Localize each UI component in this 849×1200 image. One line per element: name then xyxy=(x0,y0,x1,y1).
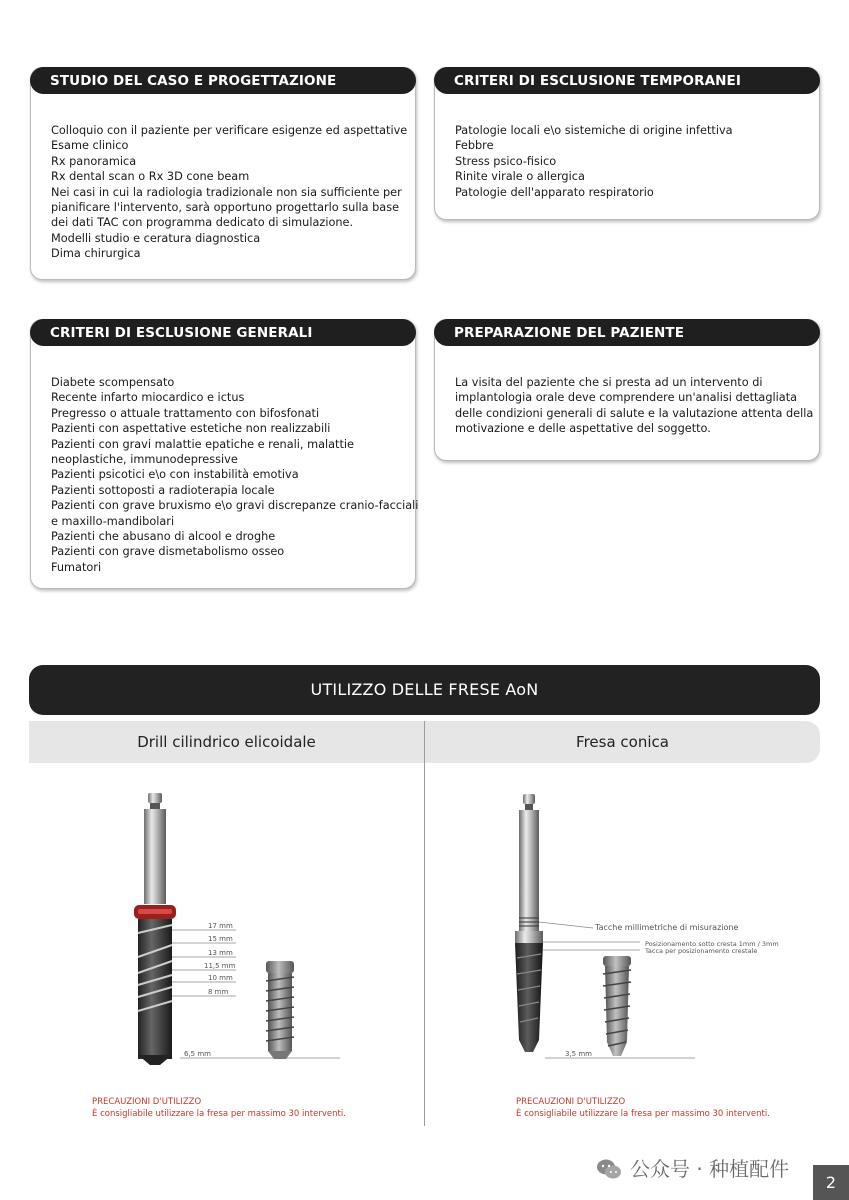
list-item: Pazienti che abusano di alcool e droghe xyxy=(51,530,276,544)
list-item: Dima chirurgica xyxy=(51,247,141,261)
list-item: Febbre xyxy=(455,139,494,153)
card-criteri-temporanei xyxy=(434,67,820,220)
drill-shank-tip xyxy=(523,794,535,804)
drill-shank xyxy=(519,810,539,915)
list-item: Patologie locali e\o sistemiche di origine infettiva xyxy=(455,124,733,137)
list-item: Pregresso o attuale trattamento con bifosfonati xyxy=(51,406,320,420)
drill-marks-band xyxy=(519,915,539,931)
precautions-left xyxy=(92,1096,346,1120)
depth-mark-17: 17 mm xyxy=(208,922,233,930)
card-body xyxy=(51,375,419,575)
depth-mark-13: 13 mm xyxy=(208,949,233,957)
list-item: Rx panoramica xyxy=(51,154,137,168)
list-item: Pazienti con grave bruxismo e\o gravi discrepanze cranio-facciali xyxy=(51,499,419,513)
callout-label-3: Tacca per posizionamento crestale xyxy=(645,947,758,955)
list-item: Fumatori xyxy=(51,560,102,574)
list-item: pianificare l'intervento, sarà opportuno progettarlo sulla base xyxy=(51,201,400,215)
card-header xyxy=(30,319,416,346)
card-header xyxy=(434,319,820,346)
list-item: Pazienti con gravi malattie epatiche e renali, malattie xyxy=(51,437,355,451)
diameter-label: 6,5 mm xyxy=(184,1050,211,1058)
right-column-title: Fresa conica xyxy=(576,733,669,751)
list-item: Rinite virale o allergica xyxy=(455,170,585,184)
list-item: Rx dental scan o Rx 3D cone beam xyxy=(51,170,250,184)
list-item: e maxillo-mandibolari xyxy=(51,514,175,528)
precautions-text: È consigliabile utilizzare la fresa per massimo 30 interventi. xyxy=(516,1109,770,1119)
card-body xyxy=(455,123,805,200)
paragraph-line: implantologia orale deve comprendere un'analisi dettagliata xyxy=(455,391,798,405)
card-header xyxy=(434,67,820,94)
drill-red-ring-highlight xyxy=(138,909,172,914)
precautions-text: È consigliabile utilizzare la fresa per massimo 30 interventi. xyxy=(92,1109,346,1119)
callout-label-2: Posizionamento sotto cresta 1mm / 3mm xyxy=(645,940,779,948)
card-studio-del-caso xyxy=(30,67,416,280)
left-column-title: Drill cilindrico elicoidale xyxy=(137,733,316,751)
depth-mark-15: 15 mm xyxy=(208,935,233,943)
drill-collar xyxy=(515,931,543,943)
precautions-right xyxy=(516,1096,770,1120)
drill-shank-notch xyxy=(150,803,160,809)
section-header xyxy=(29,665,820,715)
precautions-title: PRECAUZIONI D'UTILIZZO xyxy=(92,1097,202,1107)
paragraph-line: La visita del paziente che si presta ad un intervento di xyxy=(455,376,763,389)
list-item: Pazienti con grave dismetabolismo osseo xyxy=(51,545,285,559)
callout-label-1: Tacche millimetriche di misurazione xyxy=(595,923,739,932)
list-item: Colloquio con il paziente per verificare esigenze ed aspettative xyxy=(51,124,408,137)
list-item: Pazienti psicotici e\o con instabilità emotiva xyxy=(51,468,299,482)
list-item: Esame clinico xyxy=(51,139,129,153)
card-title: PREPARAZIONE DEL PAZIENTE xyxy=(454,325,685,341)
list-item: Stress psico-fisico xyxy=(455,154,557,168)
drill-shank xyxy=(144,809,166,904)
card-title: CRITERI DI ESCLUSIONE GENERALI xyxy=(50,325,313,341)
list-item: Nei casi in cui la radiologia tradizionale non sia sufficiente per xyxy=(51,185,402,199)
callout-line-1 xyxy=(539,922,593,928)
drill-tip xyxy=(138,1055,172,1065)
card-header xyxy=(30,67,416,94)
card-body xyxy=(455,375,814,437)
page-number: 2 xyxy=(813,1165,849,1200)
wechat-icon xyxy=(596,1158,622,1180)
depth-mark-10: 10 mm xyxy=(208,974,233,982)
drill-shank-notch xyxy=(525,804,533,810)
drill-shank-tip xyxy=(148,793,162,803)
implant-collar xyxy=(603,956,631,966)
card-criteri-generali xyxy=(30,319,419,589)
list-item: neoplastiche, immunodepressive xyxy=(51,453,238,467)
card-title: STUDIO DEL CASO E PROGETTAZIONE xyxy=(50,73,337,89)
list-item: dei dati TAC con programma dedicato di simulazione. xyxy=(51,216,354,230)
depth-mark-8: 8 mm xyxy=(208,988,229,996)
watermark-text: 公众号 · 种植配件 xyxy=(630,1157,790,1181)
precautions-title: PRECAUZIONI D'UTILIZZO xyxy=(516,1097,626,1107)
list-item: Diabete scompensato xyxy=(51,376,175,389)
paragraph-line: delle condizioni generali di salute e la valutazione attenta della xyxy=(455,406,814,420)
list-item: Pazienti sottoposti a radioterapia locale xyxy=(51,483,275,497)
list-item: Patologie dell'apparato respiratorio xyxy=(455,185,654,199)
paragraph-line: motivazione e delle aspettative del soggetto. xyxy=(455,422,711,436)
diameter-label: 3,5 mm xyxy=(565,1050,592,1058)
implant-collar xyxy=(266,961,294,973)
card-body xyxy=(51,123,408,262)
list-item: Recente infarto miocardico e ictus xyxy=(51,391,245,405)
card-title: CRITERI DI ESCLUSIONE TEMPORANEI xyxy=(454,73,742,89)
drill-conical-body xyxy=(515,943,543,1052)
card-preparazione-paziente xyxy=(434,319,820,461)
cylindrical-drill-illustration xyxy=(120,785,420,1070)
depth-mark-11-5: 11,5 mm xyxy=(204,962,236,970)
column-divider xyxy=(424,721,425,1126)
watermark xyxy=(596,1153,789,1182)
list-item: Pazienti con aspettative estetiche non realizzabili xyxy=(51,422,331,436)
list-item: Modelli studio e ceratura diagnostica xyxy=(51,231,261,245)
conical-drill-illustration xyxy=(505,790,815,1070)
section-title: UTILIZZO DELLE FRESE AoN xyxy=(310,680,539,699)
